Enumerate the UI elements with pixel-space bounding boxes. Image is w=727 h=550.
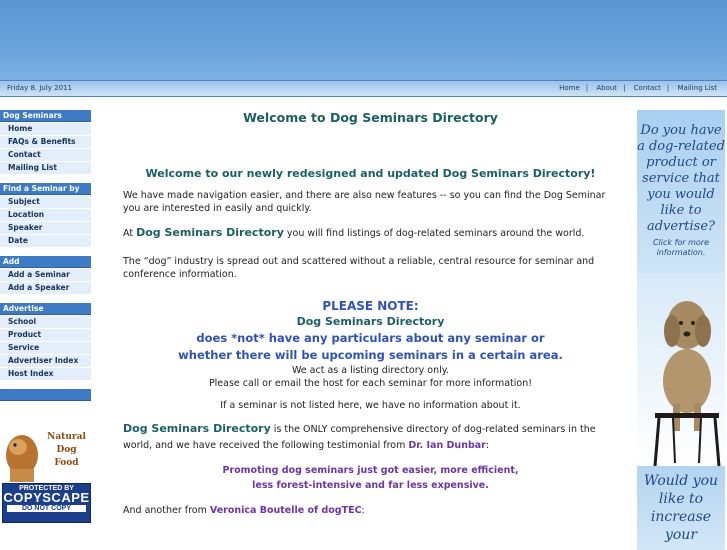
sidebar: [0, 110, 91, 402]
sidebar-item-home[interactable]: Home: [0, 123, 91, 136]
sidebar-item-mailing-list[interactable]: Mailing List: [0, 162, 91, 175]
brand-name-2: Dog Seminars Directory: [123, 422, 271, 435]
sidebar-heading-find: Find a Seminar by: [0, 183, 91, 195]
welcome-subtitle: Welcome to our newly redesigned and updated Dog Seminars Directory!: [145, 167, 596, 180]
sidebar-item-location[interactable]: Location: [0, 209, 91, 222]
sidebar-item-subject[interactable]: Subject: [0, 196, 91, 209]
note-line-3: We act as a listing directory only.: [291, 365, 450, 376]
note-brand: Dog Seminars Directory: [296, 315, 445, 328]
note-line-1: does *not* have any particulars about any seminar or: [196, 331, 545, 345]
sidebar-item-add-speaker[interactable]: Add a Speaker: [0, 282, 91, 295]
main-content: [123, 110, 618, 517]
right-ad-column: [637, 110, 727, 550]
sidebar-item-add-seminar[interactable]: Add a Seminar: [0, 269, 91, 282]
dog-food-ad-text: Natural Dog Food: [47, 432, 86, 468]
header-banner: [0, 0, 727, 80]
sidebar-heading-blank: [0, 389, 91, 401]
not-listed-paragraph: If a seminar is not listed here, we have no information about it.: [220, 400, 521, 411]
top-link-about[interactable]: About: [596, 84, 618, 92]
top-link-contact[interactable]: Contact: [633, 84, 661, 92]
second-testimonial-intro: And another from Veronica Boutelle of dogTEC:: [123, 505, 365, 516]
sidebar-item-host-index[interactable]: Host Index: [0, 368, 91, 381]
current-date: Friday 8. July 2011: [7, 84, 72, 92]
sidebar-item-product[interactable]: Product: [0, 329, 91, 342]
sidebar-item-school[interactable]: School: [0, 316, 91, 329]
date-bar: [0, 80, 727, 97]
sidebar-heading-add: Add: [0, 256, 91, 268]
testimonial-author-link[interactable]: Dr. Ian Dunbar: [408, 440, 486, 451]
brand-paragraph: At Dog Seminars Directory you will find listings of dog-related seminars around the world.: [123, 226, 585, 239]
page-title: Welcome to Dog Seminars Directory: [243, 110, 498, 125]
dog-food-ad[interactable]: [0, 425, 91, 482]
note-heading: PLEASE NOTE:: [322, 299, 419, 313]
testimonial-intro: Dog Seminars Directory is the ONLY comprehensive directory of dog-related seminars in the world, and we have received the following testimonial from Dr. Ian Dunbar:: [123, 422, 596, 451]
sidebar-heading-dog-seminars: Dog Seminars: [0, 110, 91, 122]
intro-paragraph: We have made navigation easier, and there are also new features -- so you can find the Dog Seminar you are interested in easily and quickly.: [123, 190, 606, 214]
note-line-2: whether there will be upcoming seminars in a certain area.: [178, 348, 563, 362]
advertise-ad[interactable]: Do you have a dog-related product or service that you would like to advertise? Click for more information.: [637, 110, 725, 273]
note-line-4: Please call or email the host for each seminar for more information!: [208, 378, 533, 389]
sidebar-item-faqs[interactable]: FAQs & Benefits: [0, 136, 91, 149]
quote-line-2: less forest-intensive and far less expensive.: [252, 480, 489, 491]
industry-paragraph: The “dog” industry is spread out and scattered without a reliable, central resource for seminar and conference information.: [123, 256, 595, 280]
top-link-mailing-list[interactable]: Mailing List: [677, 84, 717, 92]
top-link-home[interactable]: Home: [559, 84, 580, 92]
sidebar-item-date[interactable]: Date: [0, 235, 91, 248]
sidebar-item-contact[interactable]: Contact: [0, 149, 91, 162]
second-testimonial-author-link[interactable]: Veronica Boutelle of dogTEC: [209, 505, 362, 516]
sidebar-item-advertiser-index[interactable]: Advertiser Index: [0, 355, 91, 368]
brand-name: Dog Seminars Directory: [136, 226, 284, 239]
dog-on-chair-image: [637, 273, 725, 466]
sidebar-item-service[interactable]: Service: [0, 342, 91, 355]
increase-ad[interactable]: Would you like to increase your: [637, 466, 725, 550]
copyscape-badge[interactable]: PROTECTED BY COPYSCAPE DO NOT COPY: [2, 483, 91, 523]
sidebar-heading-advertise: Advertise: [0, 303, 91, 315]
sidebar-item-speaker[interactable]: Speaker: [0, 222, 91, 235]
top-nav: Home | About | Contact | Mailing List: [559, 84, 717, 92]
quote-line-1: Promoting dog seminars just got easier, more efficient,: [222, 465, 519, 476]
